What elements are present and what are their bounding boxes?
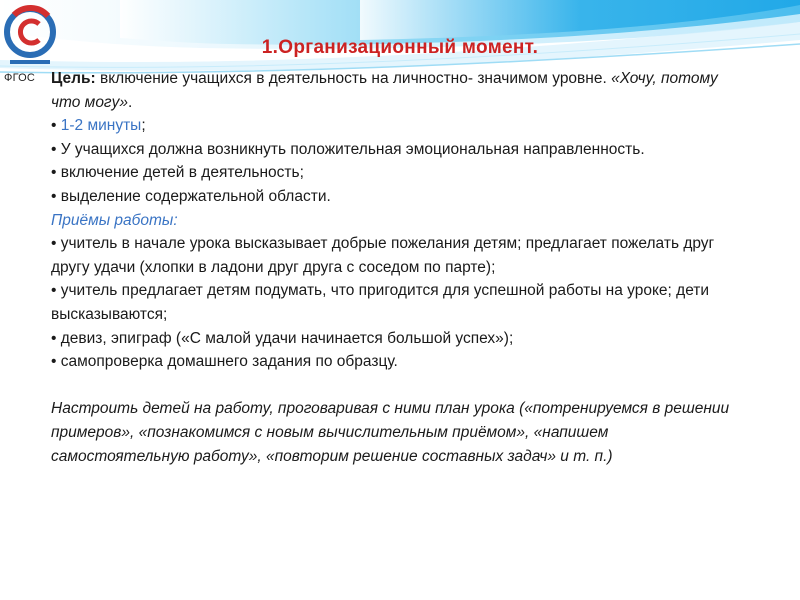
method-item: • учитель предлагает детям подумать, что пригодится для успешной работы на уроке; дети высказываются;: [51, 282, 710, 323]
method-item: • девиз, эпиграф («С малой удачи начинается большой успех»);: [51, 329, 514, 347]
goal-end: .: [127, 93, 133, 111]
list-item: • выделение содержательной области.: [51, 187, 331, 205]
slide-title: 1.Организационный момент.: [261, 37, 539, 58]
closing-paragraph: Настроить детей на работу, проговаривая с ними план урока («потренируемся в решении примеров», «познакомимся с новым вычислительным приёмом», «напишем самостоятельную работу», «повторим решение составных задач» и т. п.): [51, 400, 730, 465]
goal-text: включение учащихся в деятельность на личностно- значимом уровне.: [95, 70, 612, 87]
list-item: • У учащихся должна возникнуть положительная эмоциональная направленность.: [51, 140, 645, 158]
method-item: • самопроверка домашнего задания по образцу.: [51, 353, 398, 371]
method-item: • учитель в начале урока высказывает добрые пожелания детям; предлагает пожелать друг другу удачи (хлопки в ладони друг друга с соседом по парте);: [51, 235, 715, 276]
list-item: • включение детей в деятельность;: [51, 164, 304, 182]
methods-heading: Приёмы работы:: [51, 211, 178, 229]
goal-quote: «Хочу, потому что могу»: [51, 70, 718, 111]
slide-content: [51, 67, 741, 468]
fgos-label: ФГОС: [4, 72, 36, 84]
bullet: •: [51, 117, 61, 135]
duration-end: ;: [141, 117, 146, 135]
goal-label: Цель:: [51, 70, 96, 87]
duration-item: [51, 114, 741, 138]
goal-paragraph: [51, 67, 741, 114]
duration-text: 1-2 минуты: [60, 117, 142, 135]
